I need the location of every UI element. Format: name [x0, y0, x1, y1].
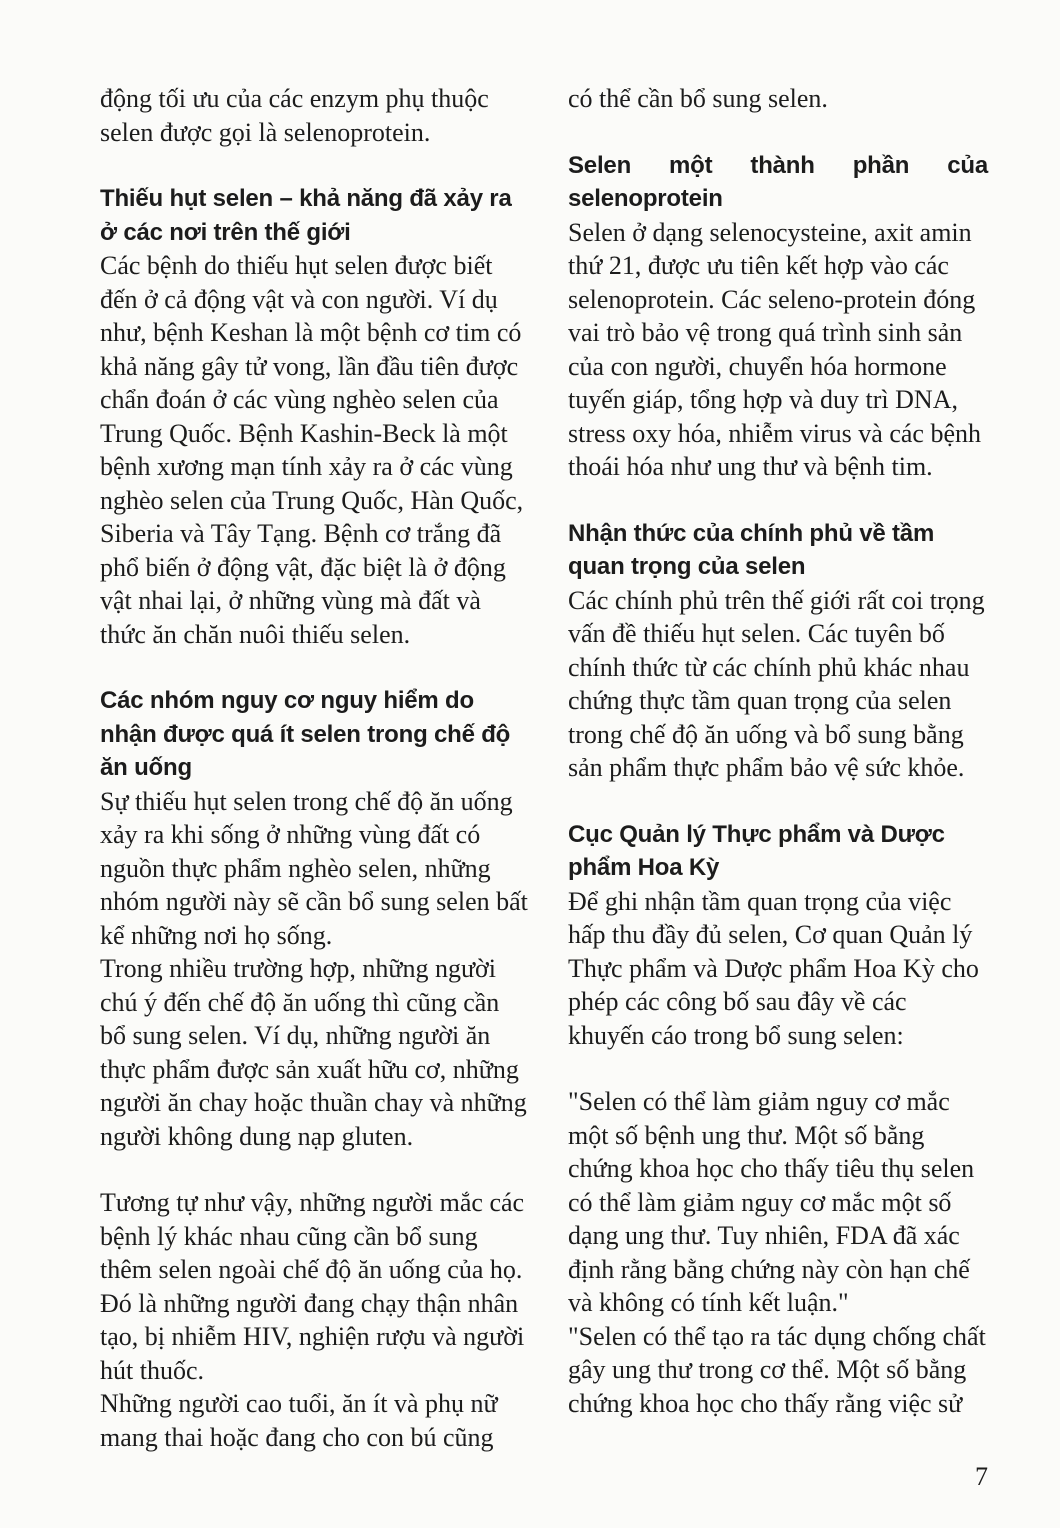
section-heading: Selen một thành phần của [568, 151, 988, 179]
left-column [100, 82, 530, 1454]
section-heading: Thiếu hụt selen – khả năng đã xảy ra ở các nơi trên thế giới [100, 185, 512, 246]
paragraph: Trong nhiều trường hợp, những người chú ý đến chế độ ăn uống thì cũng cần bổ sung selen. Ví dụ, những người ăn thực phẩm được sản xuất hữu cơ, những người ăn chay hoặc thuần chay và những người không dung nạp gluten. [100, 954, 527, 1151]
paragraph: Để ghi nhận tầm quan trọng của việc hấp thu đầy đủ selen, Cơ quan Quản lý Thực phẩm và Dược phẩm Hoa Kỳ cho phép các công bố sau đây về các khuyến cáo trong bổ sung selen: [568, 886, 979, 1050]
section-heading-continued: selenoprotein [568, 185, 723, 212]
paragraph: Các chính phủ trên thế giới rất coi trọng vấn đề thiếu hụt selen. Các tuyên bố chính thức từ các chính phủ khác nhau chứng thực tầm quan trọng của selen trong chế độ ăn uống và bổ sung bằng sản phẩm thực phẩm bảo vệ sức khỏe. [568, 585, 985, 782]
paragraph: Những người cao tuổi, ăn ít và phụ nữ mang thai hoặc đang cho con bú cũng [100, 1389, 498, 1452]
paragraph: có thể cần bổ sung selen. [568, 84, 828, 113]
quote-paragraph: "Selen có thể tạo ra tác dụng chống chất gây ung thư trong cơ thể. Một số bằng chứng khoa học cho thấy rằng việc sử [568, 1321, 986, 1418]
paragraph: động tối ưu của các enzym phụ thuộc selen được gọi là selenoprotein. [100, 84, 489, 147]
page-number: 7 [975, 1462, 988, 1491]
right-column [568, 82, 988, 1420]
section-heading: Cục Quản lý Thực phẩm và Dược phẩm Hoa Kỳ [568, 820, 945, 881]
paragraph: Selen ở dạng selenocysteine, axit amin thứ 21, được ưu tiên kết hợp vào các selenoprotein. Các seleno-protein đóng vai trò bảo vệ trong quá trình sinh sản của con người, chuyển hóa hormone tuyến giáp, tổng hợp và duy trì DNA, stress oxy hóa, nhiễm virus và các bệnh thoái hóa như ung thư và bệnh tim. [568, 217, 982, 481]
section-heading: Các nhóm nguy cơ nguy hiểm do nhận được quá ít selen trong chế độ ăn uống [100, 687, 511, 781]
quote-paragraph: "Selen có thể làm giảm nguy cơ mắc một số bệnh ung thư. Một số bằng chứng khoa học cho thấy tiêu thụ selen có thể làm giảm nguy cơ mắc một số dạng ung thư. Tuy nhiên, FDA đã xác định rằng bằng chứng này còn hạn chế và không có tính kết luận." [568, 1087, 975, 1317]
paragraph: Sự thiếu hụt selen trong chế độ ăn uống xảy ra khi sống ở những vùng đất có nguồn thực phẩm nghèo selen, những nhóm người này sẽ cần bổ sung selen bất kể những nơi họ sống. [100, 786, 528, 950]
paragraph: Tương tự như vậy, những người mắc các bệnh lý khác nhau cũng cần bổ sung thêm selen ngoài chế độ ăn uống của họ. Đó là những người đang chạy thận nhân tạo, bị nhiễm HIV, nghiện rượu và người hút thuốc. [100, 1188, 525, 1385]
paragraph: Các bệnh do thiếu hụt selen được biết đến ở cả động vật và con người. Ví dụ như, bệnh Keshan là một bệnh cơ tim có khả năng gây tử vong, lần đầu tiên được chẩn đoán ở các vùng nghèo selen của Trung Quốc. Bệnh Kashin-Beck là một bệnh xương mạn tính xảy ra ở các vùng nghèo selen của Trung Quốc, Hàn Quốc, Siberia và Tây Tạng. Bệnh cơ trắng đã phổ biến ở động vật, đặc biệt là ở động vật nhai lại, ở những vùng mà đất và thức ăn chăn nuôi thiếu selen. [100, 251, 524, 649]
section-heading: Nhận thức của chính phủ về tầm quan trọng của selen [568, 519, 935, 580]
